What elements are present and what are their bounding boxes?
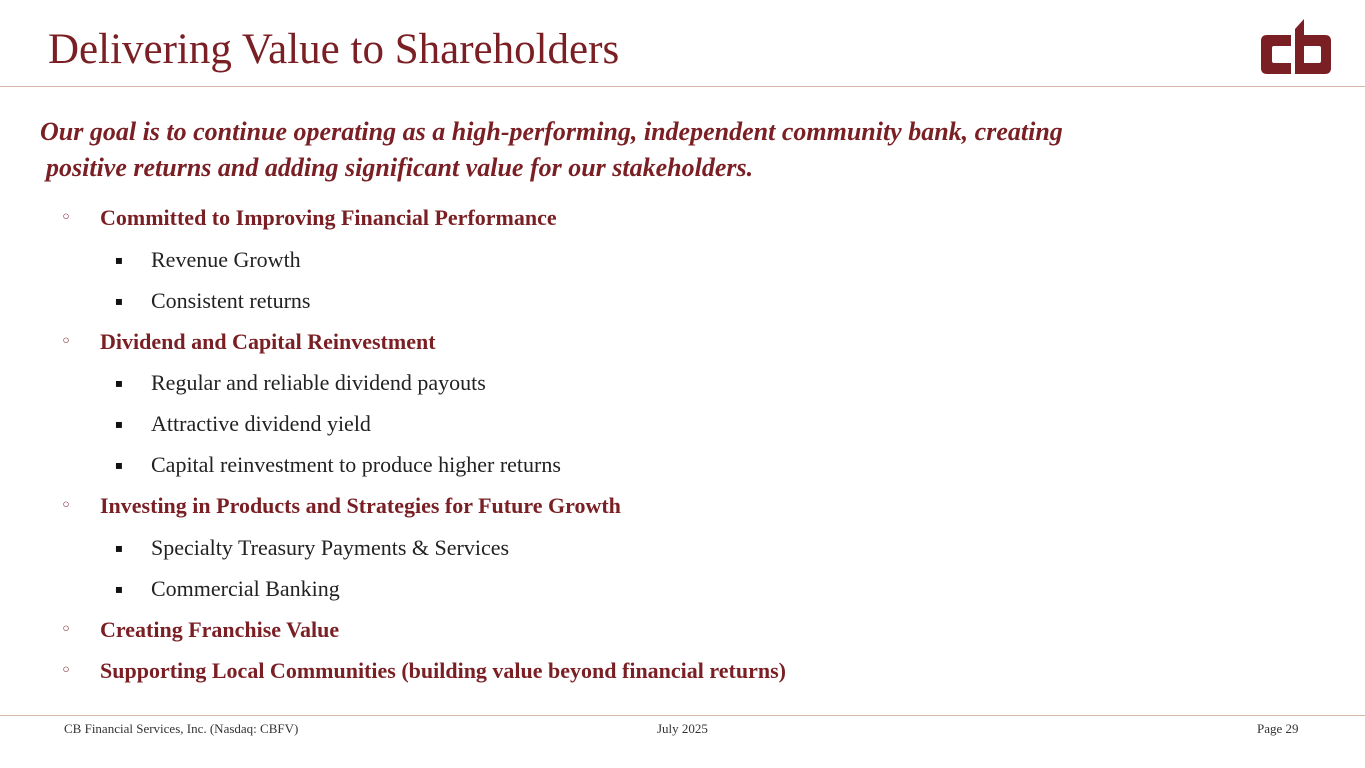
goal-line: positive returns and adding significant value for our stakeholders. xyxy=(46,153,754,182)
list-item xyxy=(114,409,371,439)
header-divider xyxy=(0,86,1365,87)
list-item xyxy=(114,286,311,316)
list-item-label: Committed to Improving Financial Performance xyxy=(100,205,557,230)
list-item xyxy=(114,450,561,480)
circle-bullet-icon: ◦ xyxy=(60,495,72,516)
square-bullet-icon: ▪ xyxy=(114,253,124,267)
footer-date: July 2025 xyxy=(657,721,708,736)
list-item-label: Attractive dividend yield xyxy=(151,411,371,436)
square-bullet-icon: ▪ xyxy=(114,294,124,308)
list-item xyxy=(60,615,340,645)
list-item-label: Creating Franchise Value xyxy=(100,617,340,642)
list-item-label: Consistent returns xyxy=(151,288,311,313)
list-item-label: Capital reinvestment to produce higher returns xyxy=(151,452,561,477)
list-item-label: Dividend and Capital Reinvestment xyxy=(100,329,436,354)
circle-bullet-icon: ◦ xyxy=(60,331,72,352)
list-item-label: Revenue Growth xyxy=(151,247,301,272)
list-item-label: Supporting Local Communities (building value beyond financial returns) xyxy=(100,658,786,683)
square-bullet-icon: ▪ xyxy=(114,458,124,472)
list-item xyxy=(114,574,340,604)
page-number: Page 29 xyxy=(1257,721,1299,736)
list-item-label: Regular and reliable dividend payouts xyxy=(151,370,486,395)
square-bullet-icon: ▪ xyxy=(114,417,124,431)
list-item xyxy=(60,203,557,233)
list-item-label: Specialty Treasury Payments & Services xyxy=(151,535,510,560)
square-bullet-icon: ▪ xyxy=(114,376,124,390)
footer-divider xyxy=(0,715,1365,716)
page-title: Delivering Value to Shareholders xyxy=(48,26,620,73)
goal-line: Our goal is to continue operating as a high-performing, independent community bank, creating xyxy=(40,117,1063,146)
list-item xyxy=(60,491,621,521)
square-bullet-icon: ▪ xyxy=(114,541,124,555)
circle-bullet-icon: ◦ xyxy=(60,207,72,228)
cb-logo xyxy=(1261,17,1333,77)
square-bullet-icon: ▪ xyxy=(114,582,124,596)
goal-statement xyxy=(40,114,1300,186)
circle-bullet-icon: ◦ xyxy=(60,619,72,640)
list-item xyxy=(114,368,486,398)
list-item-label: Investing in Products and Strategies for Future Growth xyxy=(100,493,621,518)
list-item-label: Commercial Banking xyxy=(151,576,340,601)
circle-bullet-icon: ◦ xyxy=(60,660,72,681)
list-item xyxy=(114,533,510,563)
list-item xyxy=(60,327,436,357)
footer-company: CB Financial Services, Inc. (Nasdaq: CBFV) xyxy=(64,721,299,736)
list-item xyxy=(114,245,301,275)
list-item xyxy=(60,656,786,686)
